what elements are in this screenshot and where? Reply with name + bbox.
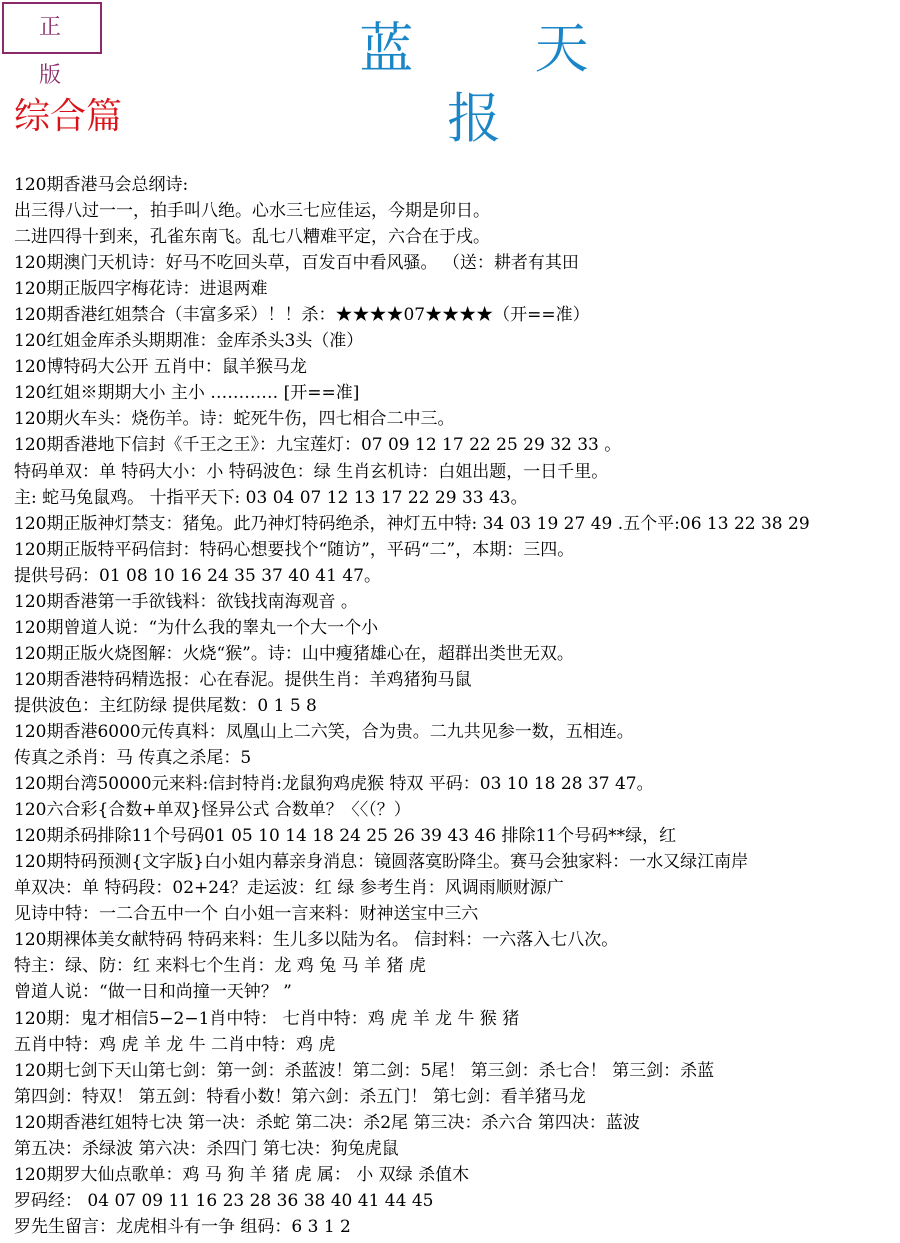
text-line: 特码单双：单 特码大小：小 特码波色：绿 生肖玄机诗：白姐出题，一日千里。 xyxy=(14,461,609,482)
text-line: 120期台湾50000元来料:信封特肖:龙鼠狗鸡虎猴 特双 平码：03 10 18 28 37 47。 xyxy=(14,774,654,795)
text-line: 提供波色：主红防绿 提供尾数：0 1 5 8 xyxy=(14,695,317,716)
text-line: 120期正版神灯禁支：猪兔。此乃神灯特码绝杀，神灯五中特: 34 03 19 27 49 .五个平:06 13 22 38 29 xyxy=(14,513,810,534)
text-line: 120期香港第一手欲钱料：欲钱找南海观音 。 xyxy=(14,591,358,612)
text-line: 五肖中特：鸡 虎 羊 龙 牛 二肖中特：鸡 虎 xyxy=(14,1034,336,1055)
text-line: 120期火车头：烧伤羊。诗：蛇死牛伤，四七相合二中三。 xyxy=(14,409,455,430)
page-title: 蓝 天 报 xyxy=(359,17,641,150)
text-line: 120期罗大仙点歌单：鸡 马 狗 羊 猪 虎 属： 小 双绿 杀值木 xyxy=(14,1164,470,1185)
text-line: 120期正版四字梅花诗：进退两难 xyxy=(14,279,268,300)
content-lines xyxy=(14,172,898,1240)
text-line: 120期香港马会总纲诗: xyxy=(14,175,189,195)
text-line: 120期正版火烧图解：火烧“猴”。诗：山中瘦猪雄心在，超群出类世无双。 xyxy=(14,643,574,664)
section-heading: 综合篇 xyxy=(14,96,123,137)
text-line: 120期香港地下信封《千王之王》：九宝莲灯：07 09 12 17 22 25 29 32 33 。 xyxy=(14,435,622,456)
text-line: 120期香港6000元传真料：凤凰山上二六笑，合为贵。二九共见参一数，五相连。 xyxy=(14,721,634,742)
text-line: 120期杀码排除11个号码01 05 10 14 18 24 25 26 39 43 46 排除11个号码**绿，红 xyxy=(14,826,677,847)
text-line: 第四剑：特双！ 第五剑：特看小数！第六剑：杀五门！ 第七剑：看羊猪马龙 xyxy=(14,1086,586,1107)
text-line: 120期香港红姐特七决 第一决：杀蛇 第二决：杀2尾 第三决：杀六合 第四决：蓝波 xyxy=(14,1112,640,1133)
text-line: 单双决：单 特码段：02+24？走运波：红 绿 参考生肖：风调雨顺财源广 xyxy=(14,878,564,899)
text-line: 120期澳门天机诗：好马不吃回头草，百发百中看风骚。 （送：耕者有其田 xyxy=(14,253,579,274)
text-line: 120期七剑下天山第七剑：第一剑：杀蓝波！第二剑：5尾！ 第三剑：杀七合！ 第三剑：杀蓝 xyxy=(14,1060,715,1081)
edition-badge: 正 版 xyxy=(2,2,102,54)
text-line: 120红姐※期期大小 主小 ………… [开==准] xyxy=(14,383,360,404)
text-line: 第五决：杀绿波 第六决：杀四门 第七决：狗兔虎鼠 xyxy=(14,1138,399,1159)
text-line: 120红姐金库杀头期期准：金库杀头3头（准） xyxy=(14,331,364,352)
text-line: 传真之杀肖：马 传真之杀尾：5 xyxy=(14,748,252,769)
text-line: 120期裸体美女献特码 特码来料：生儿多以陆为名。 信封料：一六落入七八次。 xyxy=(14,930,619,951)
text-line: 120期香港特码精选报：心在春泥。提供生肖：羊鸡猪狗马鼠 xyxy=(14,669,472,690)
text-line: 120期香港红姐禁合（丰富多采）！！杀：★★★★07★★★★（开==准） xyxy=(14,305,590,326)
text-line: 二进四得十到来，孔雀东南飞。乱七八糟难平定，六合在于戌。 xyxy=(14,227,490,248)
text-line: 主: 蛇马兔鼠鸡。 十指平天下: 03 04 07 12 13 17 22 29 33 43。 xyxy=(14,487,528,508)
text-line: 提供号码：01 08 10 16 24 35 37 40 41 47。 xyxy=(14,565,381,586)
text-line: 罗码经： 04 07 09 11 16 23 28 36 38 40 41 44 45 xyxy=(14,1190,434,1211)
text-line: 罗先生留言：龙虎相斗有一争 组码：6 3 1 2 xyxy=(14,1216,351,1237)
text-line: 出三得八过一一，拍手叫八绝。心水三七应佳运，今期是卯日。 xyxy=(14,201,490,222)
text-line: 特主：绿、防：红 来料七个生肖：龙 鸡 兔 马 羊 猪 虎 xyxy=(14,956,426,977)
text-line: 曾道人说：“做一日和尚撞一天钟？ ” xyxy=(14,982,292,1003)
text-line: 120期正版特平码信封：特码心想要找个“随访”，平码“二”，本期：三四。 xyxy=(14,539,575,560)
text-line: 120期：鬼才相信5−2−1肖中特： 七肖中特：鸡 虎 羊 龙 牛 猴 猪 xyxy=(14,1008,520,1029)
text-line: 见诗中特：一二合五中一个 白小姐一言来料：财神送宝中三六 xyxy=(14,904,479,925)
text-line: 120博特码大公开 五肖中：鼠羊猴马龙 xyxy=(14,357,307,378)
text-line: 120期特码预测{文字版}白小姐内幕亲身消息：镜圆落寞盼降尘。赛马会独家料：一水又绿江南岸 xyxy=(14,852,749,873)
text-line: 120六合彩{合数+单双}怪异公式 合数单？〈〈（？） xyxy=(14,800,411,821)
text-line: 120期曾道人说：“为什么我的睾丸一个大一个小 xyxy=(14,617,379,638)
